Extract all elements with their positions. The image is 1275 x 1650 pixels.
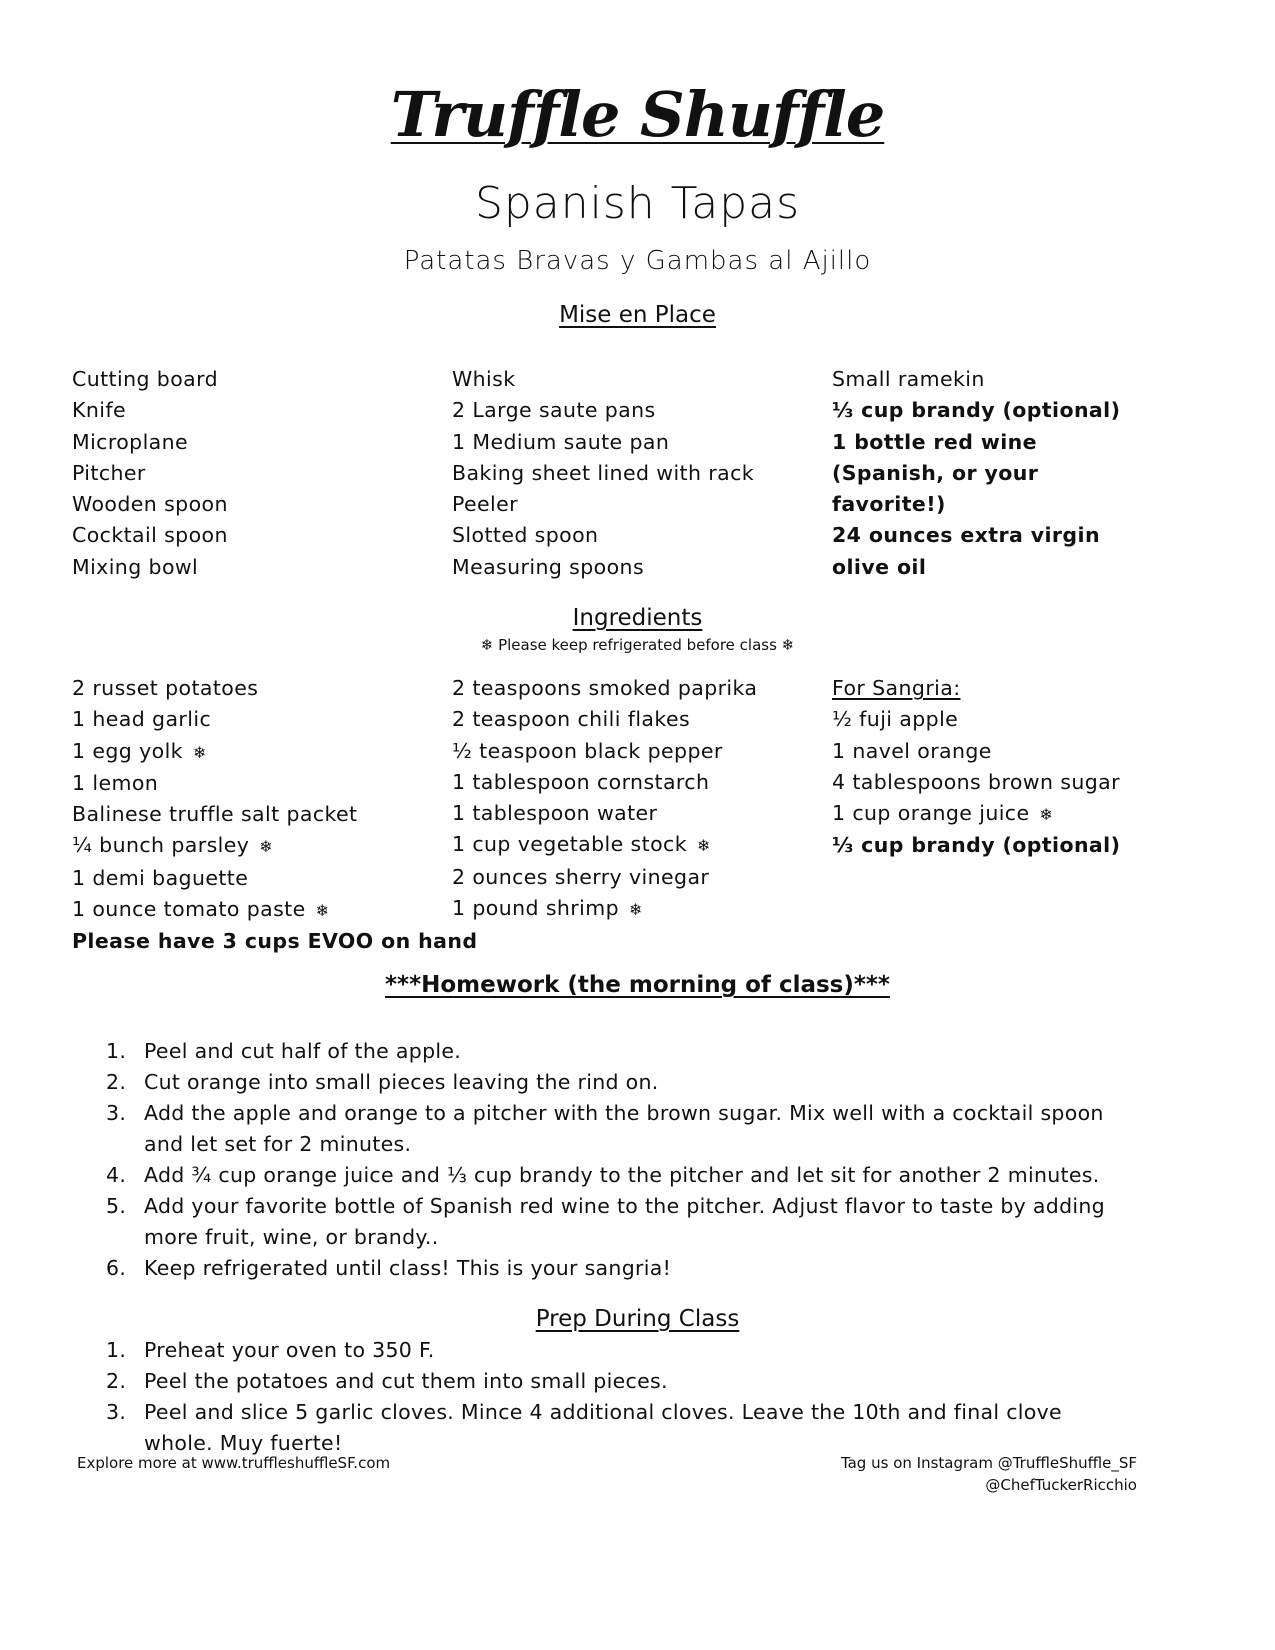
list-item: 2 russet potatoes — [72, 676, 259, 700]
list-item: 1 cup vegetable stock ❄ — [452, 832, 711, 857]
brand-logo: Truffle Shuffle — [390, 78, 885, 151]
list-item: Whisk — [452, 367, 516, 391]
list-item: Measuring spoons — [452, 554, 645, 579]
list-item: Knife — [72, 398, 126, 423]
mise-column-2 — [452, 364, 754, 583]
homework-heading: ***Homework (the morning of class)*** — [385, 972, 890, 998]
ingredients-column-3 — [832, 673, 1120, 862]
ingredients-column-2 — [452, 673, 757, 925]
sangria-heading: For Sangria: — [832, 676, 961, 700]
footer-chef-handle: @ChefTuckerRicchio — [985, 1476, 1137, 1494]
list-item: 6. Keep refrigerated until class! This is your sangria! — [106, 1256, 672, 1280]
list-item: 2 teaspoon chili flakes — [452, 707, 691, 732]
snowflake-icon: ❄ — [192, 742, 207, 762]
snowflake-icon: ❄ — [259, 837, 274, 857]
list-item: Slotted spoon — [452, 523, 599, 548]
mise-column-3 — [832, 364, 1152, 583]
list-item: Cocktail spoon — [72, 523, 228, 548]
list-item: 2. Peel the potatoes and cut them into small pieces. — [106, 1369, 668, 1393]
list-item-bold: Please have 3 cups EVOO on hand — [72, 929, 478, 954]
list-item: Cutting board — [72, 367, 218, 391]
list-item-bold: ⅓ cup brandy (optional) — [832, 398, 1121, 423]
list-item: 1 tablespoon water — [452, 801, 658, 826]
list-item: 1 egg yolk ❄ — [72, 738, 207, 763]
list-item: ¼ bunch parsley ❄ — [72, 833, 274, 858]
list-item: 3. Peel and slice 5 garlic cloves. Mince 4 additional cloves. Leave the 10th and final clove whole. Muy fuerte! — [106, 1400, 1062, 1455]
list-item: Wooden spoon — [72, 492, 228, 517]
list-item: 5. Add your favorite bottle of Spanish red wine to the pitcher. Adjust flavor to taste by adding more fruit, wine, or brandy.. — [106, 1194, 1105, 1249]
list-item: 1 tablespoon cornstarch — [452, 769, 710, 794]
list-item: 1 demi baguette — [72, 865, 249, 890]
list-item: 1 navel orange — [832, 738, 992, 763]
footer-social — [841, 1452, 1137, 1496]
homework-steps — [106, 1036, 1136, 1284]
list-item: ½ fuji apple — [832, 707, 959, 732]
list-item-bold: ⅓ cup brandy (optional) — [832, 833, 1121, 858]
list-item: Peeler — [452, 492, 518, 517]
list-item: 3. Add the apple and orange to a pitcher with the brown sugar. Mix well with a cocktail spoon and let set for 2 minutes. — [106, 1101, 1104, 1156]
list-item: ½ teaspoon black pepper — [452, 738, 723, 763]
list-item: Mixing bowl — [72, 554, 199, 579]
refrigerate-note: ❄ Please keep refrigerated before class ❄ — [480, 636, 795, 654]
list-item: 1 ounce tomato paste ❄ — [72, 897, 330, 922]
list-item: 2 teaspoons smoked paprika — [452, 676, 758, 700]
list-item: 1 head garlic — [72, 707, 212, 732]
list-item: 1 Medium saute pan — [452, 429, 670, 454]
list-item: 1 cup orange juice ❄ — [832, 801, 1054, 826]
list-item: 2 Large saute pans — [452, 398, 656, 423]
list-item-bold: 1 bottle red wine (Spanish, or your favorite!) — [832, 429, 1039, 517]
prep-heading: Prep During Class — [535, 1306, 740, 1332]
page-subtitle: Patatas Bravas y Gambas al Ajillo — [403, 246, 872, 276]
list-item-bold: 24 ounces extra virgin olive oil — [832, 523, 1100, 579]
list-item: Baking sheet lined with rack — [452, 460, 755, 485]
snowflake-icon: ❄ — [1039, 805, 1054, 825]
ingredients-heading: Ingredients — [572, 605, 703, 631]
list-item: 2 ounces sherry vinegar — [452, 864, 710, 889]
list-item: 2. Cut orange into small pieces leaving the rind on. — [106, 1070, 659, 1094]
mise-en-place-heading: Mise en Place — [559, 302, 716, 328]
footer-website: Explore more at www.truffleshuffleSF.com — [77, 1454, 391, 1472]
list-item: Pitcher — [72, 460, 146, 485]
prep-steps — [106, 1335, 1136, 1459]
list-item: Microplane — [72, 429, 189, 454]
snowflake-icon: ❄ — [315, 901, 330, 921]
page-title: Spanish Tapas — [474, 178, 801, 229]
list-item: Small ramekin — [832, 367, 985, 391]
snowflake-icon: ❄ — [629, 900, 643, 920]
mise-column-1 — [72, 364, 228, 583]
list-item: 1 lemon — [72, 770, 159, 795]
list-item: Balinese truffle salt packet — [72, 802, 358, 827]
list-item: 4 tablespoons brown sugar — [832, 769, 1120, 794]
list-item: 1. Preheat your oven to 350 F. — [106, 1338, 435, 1362]
snowflake-icon: ❄ — [696, 836, 711, 856]
list-item: 1. Peel and cut half of the apple. — [106, 1039, 462, 1063]
list-item: 1 pound shrimp ❄ — [452, 896, 643, 921]
ingredients-column-1 — [72, 673, 477, 958]
list-item: 4. Add ¾ cup orange juice and ⅓ cup brandy to the pitcher and let sit for another 2 minutes. — [106, 1163, 1100, 1187]
footer-instagram: Tag us on Instagram @TruffleShuffle_SF — [840, 1454, 1137, 1472]
